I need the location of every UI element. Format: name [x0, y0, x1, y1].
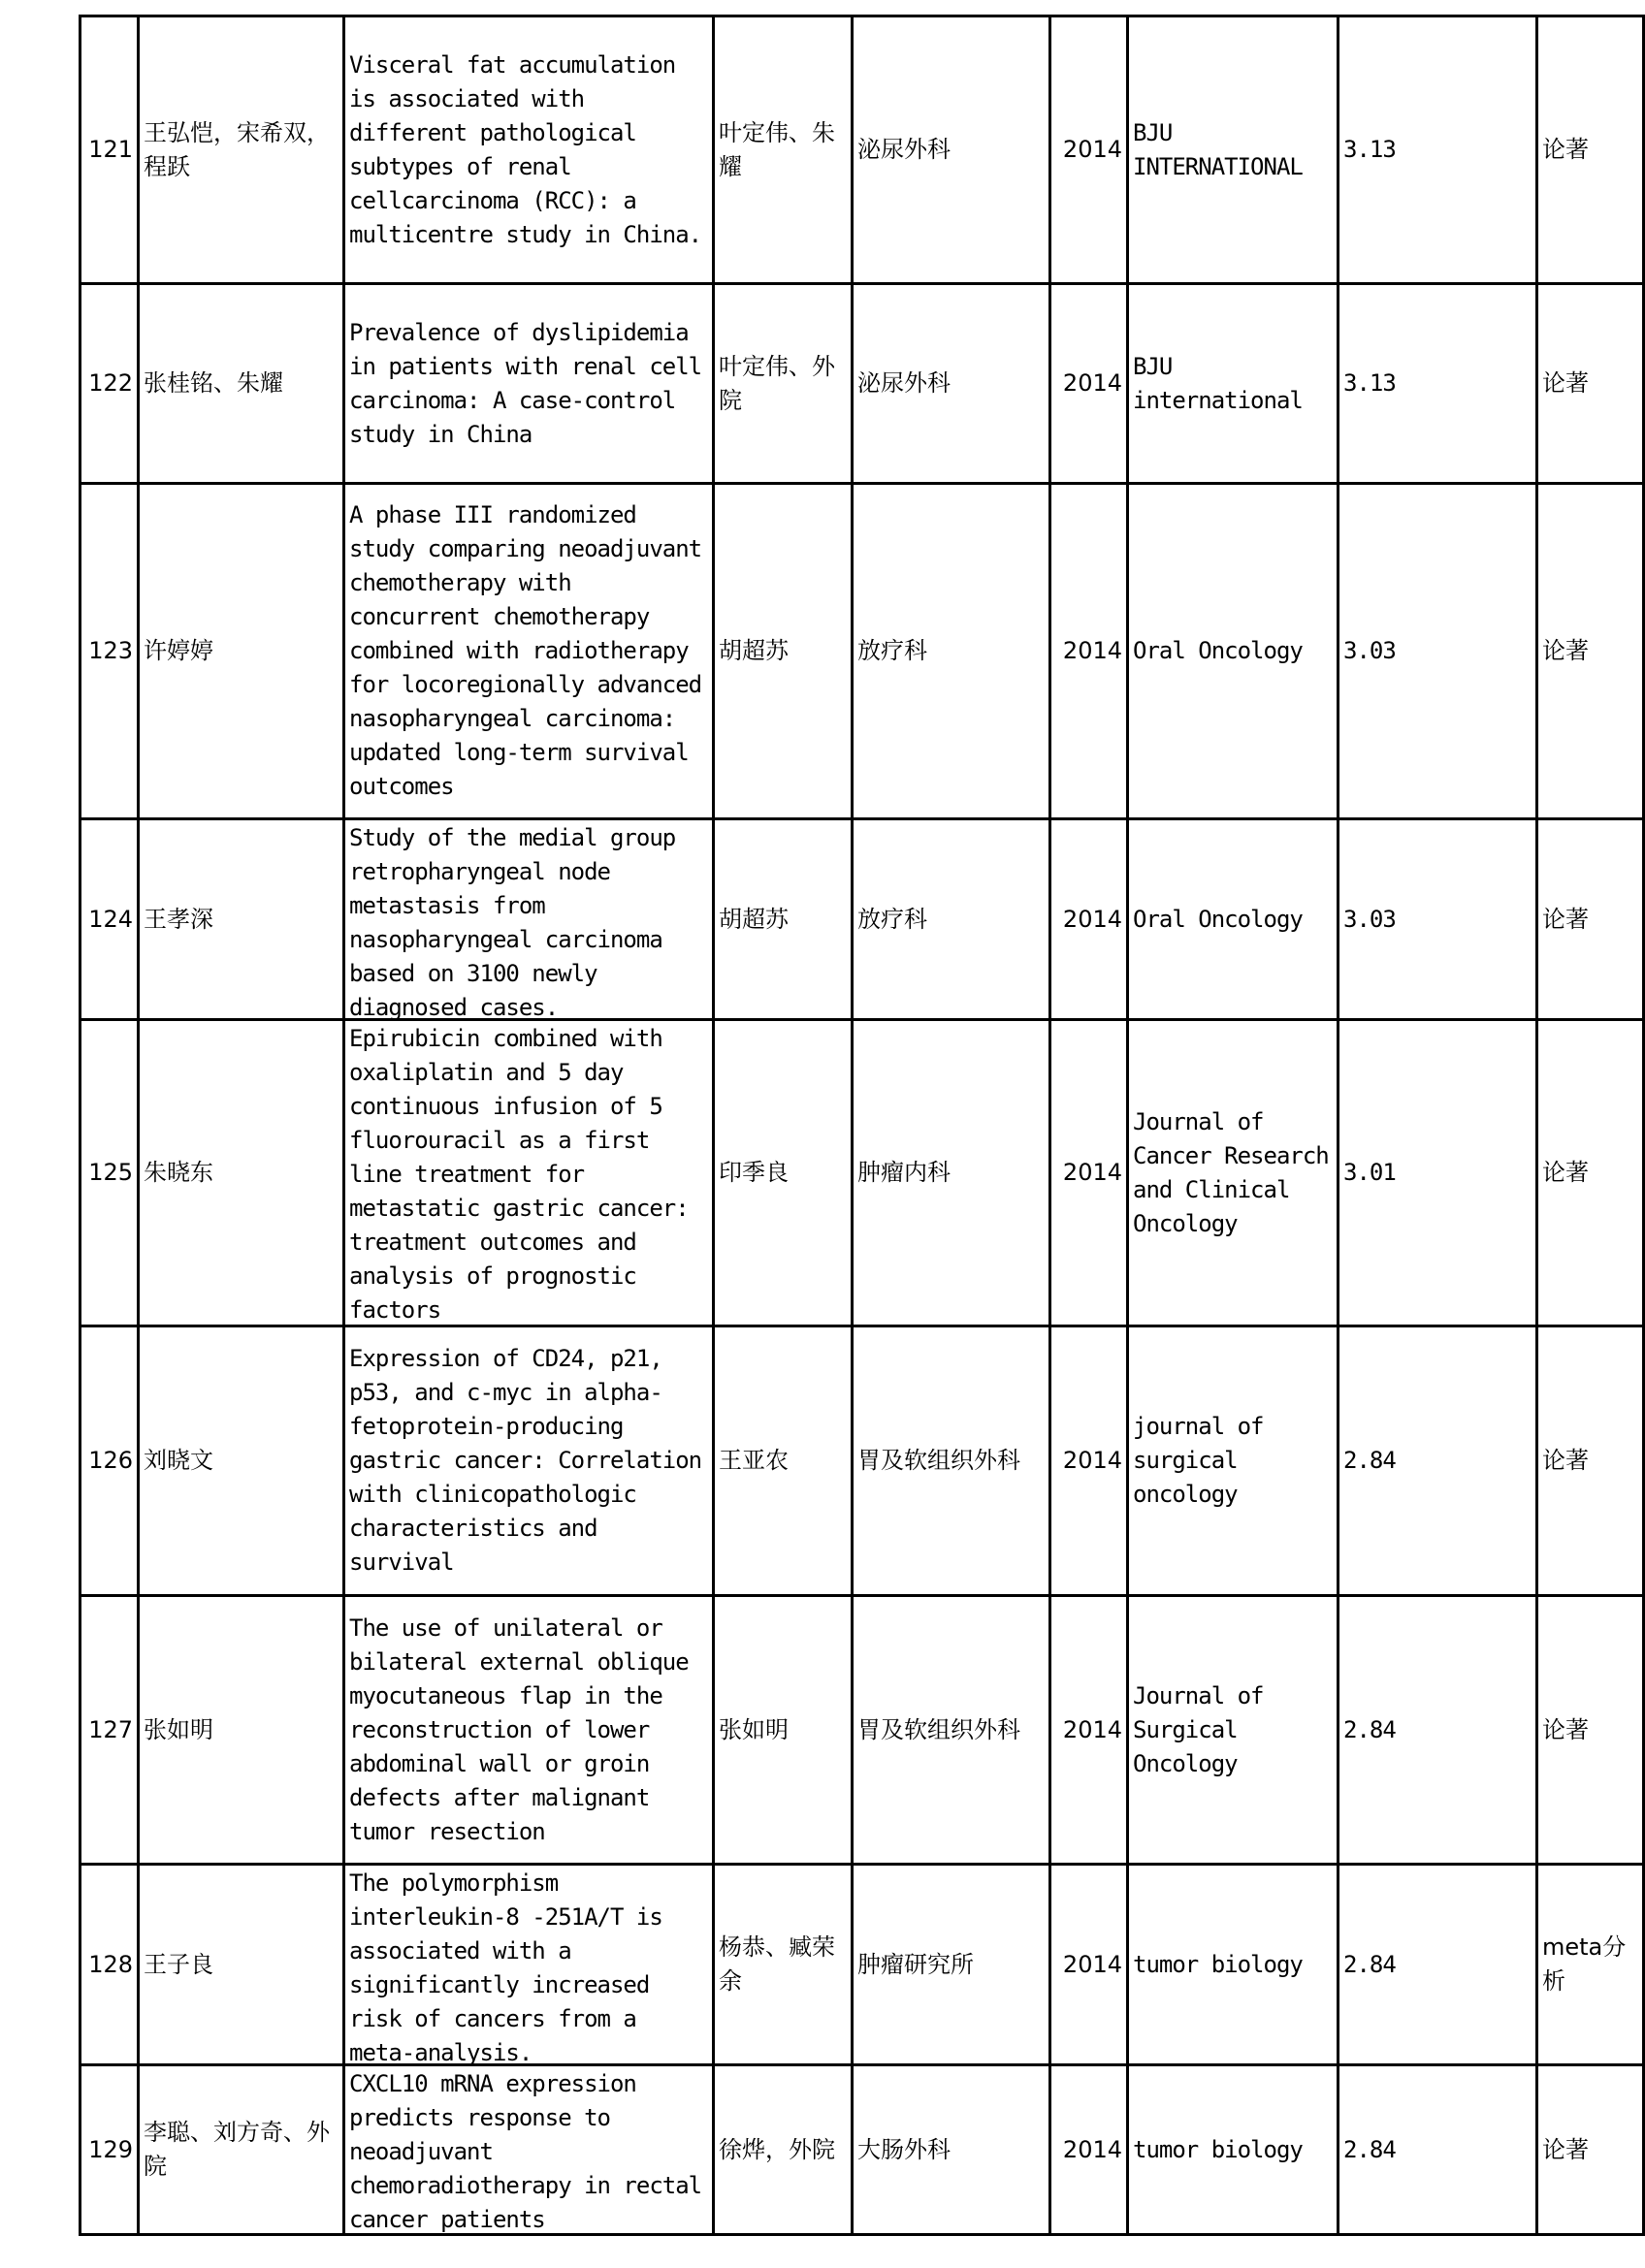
author-cell-text: 张如明	[144, 1715, 213, 1743]
department-cell-text: 放疗科	[857, 637, 927, 664]
author-cell-text: 朱晓东	[144, 1159, 213, 1186]
journal-cell	[1128, 1326, 1339, 1596]
row-number-text: 126	[88, 1447, 133, 1474]
corresponding-author-cell	[714, 1020, 853, 1326]
impact-factor-cell-text: 2.84	[1343, 1447, 1396, 1474]
title-cell	[344, 484, 714, 819]
year-cell	[1050, 1596, 1128, 1865]
title-cell	[344, 1865, 714, 2065]
title-cell-text: CXCL10 mRNA expression predicts response to neoadjuvant chemoradiotherapy in rectal cancer patients	[349, 2069, 702, 2233]
department-cell-text: 泌尿外科	[857, 369, 951, 397]
article-type-cell-text: 论著	[1542, 1447, 1589, 1474]
author-cell-text: 张桂铭、朱耀	[144, 369, 283, 397]
year-cell-text: 2014	[1062, 1447, 1122, 1474]
article-type-cell-text: 论著	[1542, 637, 1589, 664]
row-number	[81, 284, 139, 484]
department-cell	[853, 1020, 1050, 1326]
row-number-text: 123	[88, 637, 133, 664]
title-cell	[344, 284, 714, 484]
title-cell	[344, 2065, 714, 2235]
impact-factor-cell-text: 2.84	[1343, 1715, 1396, 1743]
journal-cell	[1128, 284, 1339, 484]
year-cell	[1050, 16, 1128, 284]
corresponding-author-cell	[714, 819, 853, 1020]
corresponding-author-cell	[714, 1865, 853, 2065]
table-row	[81, 819, 1644, 1020]
year-cell	[1050, 1865, 1128, 2065]
impact-factor-cell	[1339, 16, 1537, 284]
corresponding-author-cell-text: 王亚农	[719, 1447, 789, 1474]
department-cell	[853, 1596, 1050, 1865]
title-cell-text: The polymorphism interleukin-8 -251A/T is associated with a significantly increased risk of cancers from a meta-analysis.	[349, 1869, 662, 2066]
publication-table	[79, 15, 1645, 2236]
row-number-text: 127	[88, 1715, 133, 1743]
title-cell-text: The use of unilateral or bilateral external oblique myocutaneous flap in the reconstruction of lower abdominal wall or groin defects after malignant tumor resection	[349, 1613, 689, 1845]
author-cell	[139, 2065, 344, 2235]
table-row	[81, 1326, 1644, 1596]
author-cell	[139, 1596, 344, 1865]
corresponding-author-cell	[714, 1326, 853, 1596]
article-type-cell-text: 论著	[1542, 1159, 1589, 1186]
journal-cell	[1128, 819, 1339, 1020]
impact-factor-cell	[1339, 484, 1537, 819]
row-number	[81, 484, 139, 819]
row-number	[81, 819, 139, 1020]
title-cell	[344, 16, 714, 284]
impact-factor-cell	[1339, 284, 1537, 484]
year-cell-text: 2014	[1062, 905, 1122, 933]
impact-factor-cell-text: 3.13	[1343, 136, 1396, 163]
title-cell-text: Study of the medial group retropharyngeal node metastasis from nasopharyngeal carcinoma based on 3100 newly diagnosed cases.	[349, 823, 676, 1021]
year-cell-text: 2014	[1062, 1159, 1122, 1186]
year-cell	[1050, 284, 1128, 484]
department-cell-text: 泌尿外科	[857, 136, 951, 163]
table-row	[81, 1020, 1644, 1326]
department-cell	[853, 819, 1050, 1020]
article-type-cell	[1537, 484, 1644, 819]
row-number	[81, 1020, 139, 1326]
article-type-cell	[1537, 16, 1644, 284]
year-cell	[1050, 1020, 1128, 1326]
row-number-text: 121	[88, 136, 133, 163]
title-cell-text: Epirubicin combined with oxaliplatin and 5 day continuous infusion of 5 fluorouracil as a first line treatment for metastatic gastric cancer: treatment outcomes and analysis of prognostic factors	[349, 1024, 689, 1324]
row-number	[81, 16, 139, 284]
impact-factor-cell-text: 3.03	[1343, 637, 1396, 664]
author-cell	[139, 16, 344, 284]
article-type-cell-text: 论著	[1542, 136, 1589, 163]
impact-factor-cell	[1339, 819, 1537, 1020]
journal-cell-text: tumor biology	[1133, 2135, 1303, 2163]
impact-factor-cell	[1339, 1596, 1537, 1865]
year-cell	[1050, 484, 1128, 819]
title-cell-text: A phase III randomized study comparing neoadjuvant chemotherapy with concurrent chemotherapy combined with radiotherapy for locoregionally advanced nasopharyngeal carcinoma: updated long-term survival outcomes	[349, 501, 702, 800]
author-cell	[139, 484, 344, 819]
author-cell	[139, 1020, 344, 1326]
journal-cell	[1128, 16, 1339, 284]
journal-cell	[1128, 1596, 1339, 1865]
department-cell	[853, 2065, 1050, 2235]
year-cell	[1050, 819, 1128, 1020]
department-cell-text: 胃及软组织外科	[857, 1447, 1020, 1474]
corresponding-author-cell-text: 印季良	[719, 1159, 789, 1186]
year-cell-text: 2014	[1062, 637, 1122, 664]
year-cell-text: 2014	[1062, 136, 1122, 163]
title-cell	[344, 819, 714, 1020]
department-cell-text: 肿瘤内科	[857, 1159, 951, 1186]
year-cell-text: 2014	[1062, 369, 1122, 397]
corresponding-author-cell-text: 叶定伟、外院	[719, 352, 835, 414]
article-type-cell	[1537, 2065, 1644, 2235]
journal-cell	[1128, 484, 1339, 819]
year-cell	[1050, 2065, 1128, 2235]
row-number	[81, 1596, 139, 1865]
journal-cell-text: Oral Oncology	[1133, 637, 1303, 664]
journal-cell-text: Journal of Surgical Oncology	[1133, 1681, 1264, 1777]
title-cell	[344, 1020, 714, 1326]
corresponding-author-cell-text: 杨恭、臧荣余	[719, 1933, 835, 1995]
department-cell	[853, 16, 1050, 284]
corresponding-author-cell	[714, 16, 853, 284]
journal-cell-text: BJU INTERNATIONAL	[1133, 118, 1303, 180]
corresponding-author-cell	[714, 2065, 853, 2235]
article-type-cell	[1537, 1020, 1644, 1326]
article-type-cell-text: 论著	[1542, 905, 1589, 933]
impact-factor-cell-text: 3.03	[1343, 905, 1396, 933]
impact-factor-cell	[1339, 1326, 1537, 1596]
author-cell-text: 王孝深	[144, 905, 213, 933]
author-cell	[139, 1326, 344, 1596]
table-row	[81, 484, 1644, 819]
journal-cell	[1128, 1020, 1339, 1326]
department-cell-text: 放疗科	[857, 905, 927, 933]
table-body	[81, 16, 1644, 2235]
title-cell	[344, 1326, 714, 1596]
impact-factor-cell-text: 2.84	[1343, 1950, 1396, 1978]
impact-factor-cell-text: 3.13	[1343, 369, 1396, 397]
title-cell	[344, 1596, 714, 1865]
article-type-cell	[1537, 1596, 1644, 1865]
article-type-cell	[1537, 1865, 1644, 2065]
journal-cell-text: Journal of Cancer Research and Clinical Oncology	[1133, 1107, 1329, 1237]
impact-factor-cell	[1339, 2065, 1537, 2235]
author-cell	[139, 819, 344, 1020]
journal-cell-text: tumor biology	[1133, 1950, 1303, 1978]
author-cell-text: 刘晓文	[144, 1447, 213, 1474]
table-row	[81, 1596, 1644, 1865]
impact-factor-cell-text: 2.84	[1343, 2135, 1396, 2163]
department-cell	[853, 284, 1050, 484]
journal-cell	[1128, 1865, 1339, 2065]
row-number-text: 129	[88, 2135, 133, 2163]
table-row	[81, 284, 1644, 484]
year-cell	[1050, 1326, 1128, 1596]
title-cell-text: Visceral fat accumulation is associated with different pathological subtypes of renal cellcarcinoma (RCC): a multicentre study in China.	[349, 50, 702, 248]
author-cell-text: 许婷婷	[144, 637, 213, 664]
article-type-cell-text: 论著	[1542, 369, 1589, 397]
year-cell-text: 2014	[1062, 1950, 1122, 1978]
impact-factor-cell-text: 3.01	[1343, 1159, 1396, 1186]
corresponding-author-cell-text: 张如明	[719, 1715, 789, 1743]
article-type-cell-text: 论著	[1542, 1715, 1589, 1743]
table-row	[81, 2065, 1644, 2235]
department-cell	[853, 1326, 1050, 1596]
journal-cell-text: Oral Oncology	[1133, 905, 1303, 933]
article-type-cell	[1537, 819, 1644, 1020]
row-number	[81, 1326, 139, 1596]
year-cell-text: 2014	[1062, 2135, 1122, 2163]
article-type-cell	[1537, 284, 1644, 484]
row-number-text: 122	[88, 369, 133, 397]
article-type-cell	[1537, 1326, 1644, 1596]
row-number	[81, 1865, 139, 2065]
author-cell	[139, 284, 344, 484]
impact-factor-cell	[1339, 1020, 1537, 1326]
table-row	[81, 16, 1644, 284]
journal-cell	[1128, 2065, 1339, 2235]
row-number-text: 124	[88, 905, 133, 933]
corresponding-author-cell-text: 胡超苏	[719, 637, 789, 664]
row-number-text: 125	[88, 1159, 133, 1186]
department-cell-text: 胃及软组织外科	[857, 1715, 1020, 1743]
department-cell-text: 大肠外科	[857, 2135, 951, 2163]
title-cell-text: Prevalence of dyslipidemia in patients with renal cell carcinoma: A case-control study in China	[349, 318, 702, 448]
corresponding-author-cell	[714, 1596, 853, 1865]
table-row	[81, 1865, 1644, 2065]
department-cell	[853, 484, 1050, 819]
journal-cell-text: journal of surgical oncology	[1133, 1413, 1264, 1508]
year-cell-text: 2014	[1062, 1715, 1122, 1743]
corresponding-author-cell	[714, 484, 853, 819]
journal-cell-text: BJU international	[1133, 352, 1303, 414]
author-cell-text: 李聪、刘方奇、外院	[144, 2119, 330, 2180]
row-number-text: 128	[88, 1950, 133, 1978]
row-number	[81, 2065, 139, 2235]
author-cell-text: 王弘恺，宋希双，程跃	[144, 118, 330, 180]
corresponding-author-cell-text: 叶定伟、朱耀	[719, 118, 835, 180]
title-cell-text: Expression of CD24, p21, p53, and c-myc in alpha-fetoprotein-producing gastric cancer: Correlation with clinicopathologic characteristics and survival	[349, 1345, 702, 1576]
corresponding-author-cell-text: 胡超苏	[719, 905, 789, 933]
article-type-cell-text: meta分析	[1542, 1933, 1627, 1995]
corresponding-author-cell	[714, 284, 853, 484]
author-cell-text: 王子良	[144, 1950, 213, 1978]
impact-factor-cell	[1339, 1865, 1537, 2065]
author-cell	[139, 1865, 344, 2065]
corresponding-author-cell-text: 徐烨，外院	[719, 2135, 835, 2163]
article-type-cell-text: 论著	[1542, 2135, 1589, 2163]
department-cell	[853, 1865, 1050, 2065]
department-cell-text: 肿瘤研究所	[857, 1950, 974, 1978]
